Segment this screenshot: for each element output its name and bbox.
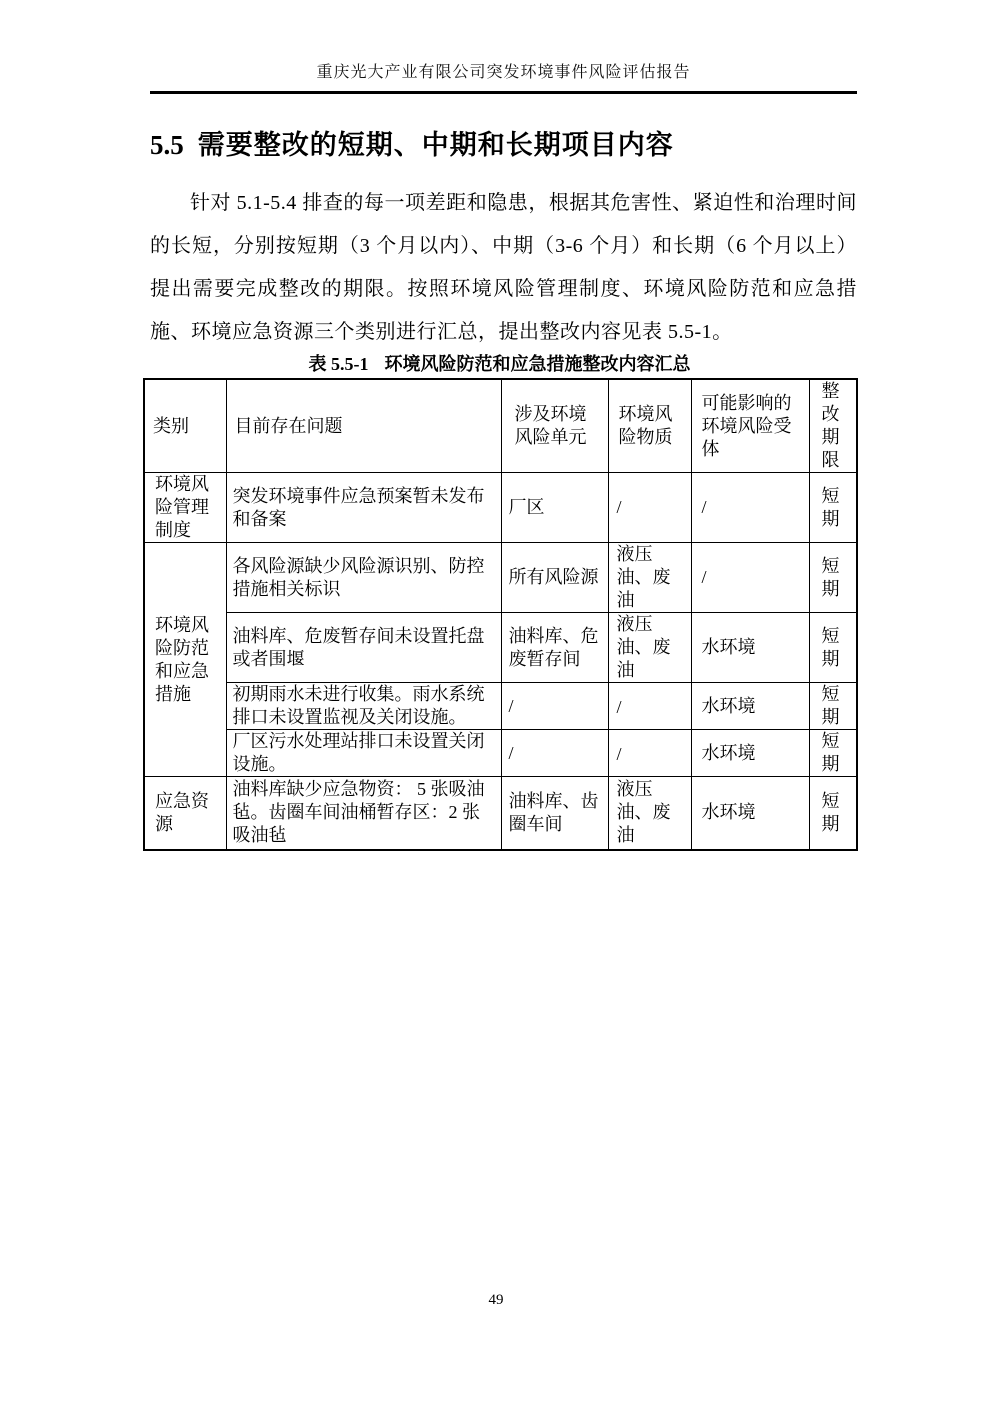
running-header: 重庆光大产业有限公司突发环境事件风险评估报告	[316, 64, 691, 81]
cell-receptor: 水环境	[691, 730, 809, 777]
table-caption	[143, 352, 856, 376]
cell-receptor: 水环境	[691, 613, 809, 683]
cell-substance: 液压油、废油	[608, 777, 691, 850]
table-row	[144, 473, 857, 543]
column-header-period: 整改期限	[809, 379, 857, 473]
section-title-text: 需要整改的短期、中期和长期项目内容	[197, 130, 674, 160]
cell-period: 短期	[809, 777, 857, 850]
cell-category: 环境风险管理制度	[144, 473, 226, 543]
cell-problem: 初期雨水未进行收集。雨水系统排口未设置监视及关闭设施。	[226, 683, 501, 730]
column-header-category: 类别	[144, 379, 226, 473]
cell-problem: 油料库、危废暂存间未设置托盘或者围堰	[226, 613, 501, 683]
cell-problem: 油料库缺少应急物资： 5 张吸油毡。齿圈车间油桶暂存区：2 张吸油毡	[226, 777, 501, 850]
cell-period: 短期	[809, 543, 857, 613]
table-header-row	[144, 379, 857, 473]
cell-receptor: /	[691, 473, 809, 543]
page-number: 49	[488, 1292, 504, 1308]
cell-problem: 厂区污水处理站排口未设置关闭设施。	[226, 730, 501, 777]
cell-period: 短期	[809, 730, 857, 777]
section-heading	[150, 127, 857, 163]
cell-period: 短期	[809, 473, 857, 543]
cell-problem: 突发环境事件应急预案暂未发布和备案	[226, 473, 501, 543]
cell-receptor: 水环境	[691, 777, 809, 850]
cell-receptor: /	[691, 543, 809, 613]
summary-table-section	[143, 352, 856, 851]
column-header-problem: 目前存在问题	[226, 379, 501, 473]
cell-receptor: 水环境	[691, 683, 809, 730]
table-row	[144, 730, 857, 777]
cell-substance: /	[608, 730, 691, 777]
cell-unit: 所有风险源	[501, 543, 608, 613]
page-content	[150, 0, 857, 354]
cell-unit: /	[501, 683, 608, 730]
cell-substance: /	[608, 473, 691, 543]
table-row	[144, 683, 857, 730]
cell-period: 短期	[809, 683, 857, 730]
intro-paragraph: 针对 5.1-5.4 排查的每一项差距和隐患，根据其危害性、紧迫性和治理时间的长短，分别按短期（3 个月以内）、中期（3-6 个月）和长期（6 个月以上）提出需要完成整改的期限。按照环境风险管理制度、环境风险防范和应急措施、环境应急资源三个类别进行汇总，提出整改内容见表 5.5-1。	[150, 192, 857, 343]
table-row	[144, 613, 857, 683]
table-caption-label: 表 5.5-1	[308, 354, 369, 374]
cell-unit: /	[501, 730, 608, 777]
cell-unit: 厂区	[501, 473, 608, 543]
cell-substance: 液压油、废油	[608, 543, 691, 613]
cell-category: 环境风险防范和应急措施	[144, 543, 226, 777]
cell-unit: 油料库、危废暂存间	[501, 613, 608, 683]
cell-substance: 液压油、废油	[608, 613, 691, 683]
table-row	[144, 543, 857, 613]
cell-category: 应急资源	[144, 777, 226, 850]
cell-problem: 各风险源缺少风险源识别、防控措施相关标识	[226, 543, 501, 613]
table-caption-title: 环境风险防范和应急措施整改内容汇总	[384, 354, 691, 374]
column-header-unit: 涉及环境风险单元	[501, 379, 608, 473]
section-number: 5.5	[150, 130, 184, 160]
cell-substance: /	[608, 683, 691, 730]
header-rule	[150, 91, 857, 94]
rectification-summary-table	[143, 378, 858, 851]
column-header-substance: 环境风险物质	[608, 379, 691, 473]
cell-unit: 油料库、齿圈车间	[501, 777, 608, 850]
column-header-receptor: 可能影响的环境风险受体	[691, 379, 809, 473]
table-row	[144, 777, 857, 850]
cell-period: 短期	[809, 613, 857, 683]
